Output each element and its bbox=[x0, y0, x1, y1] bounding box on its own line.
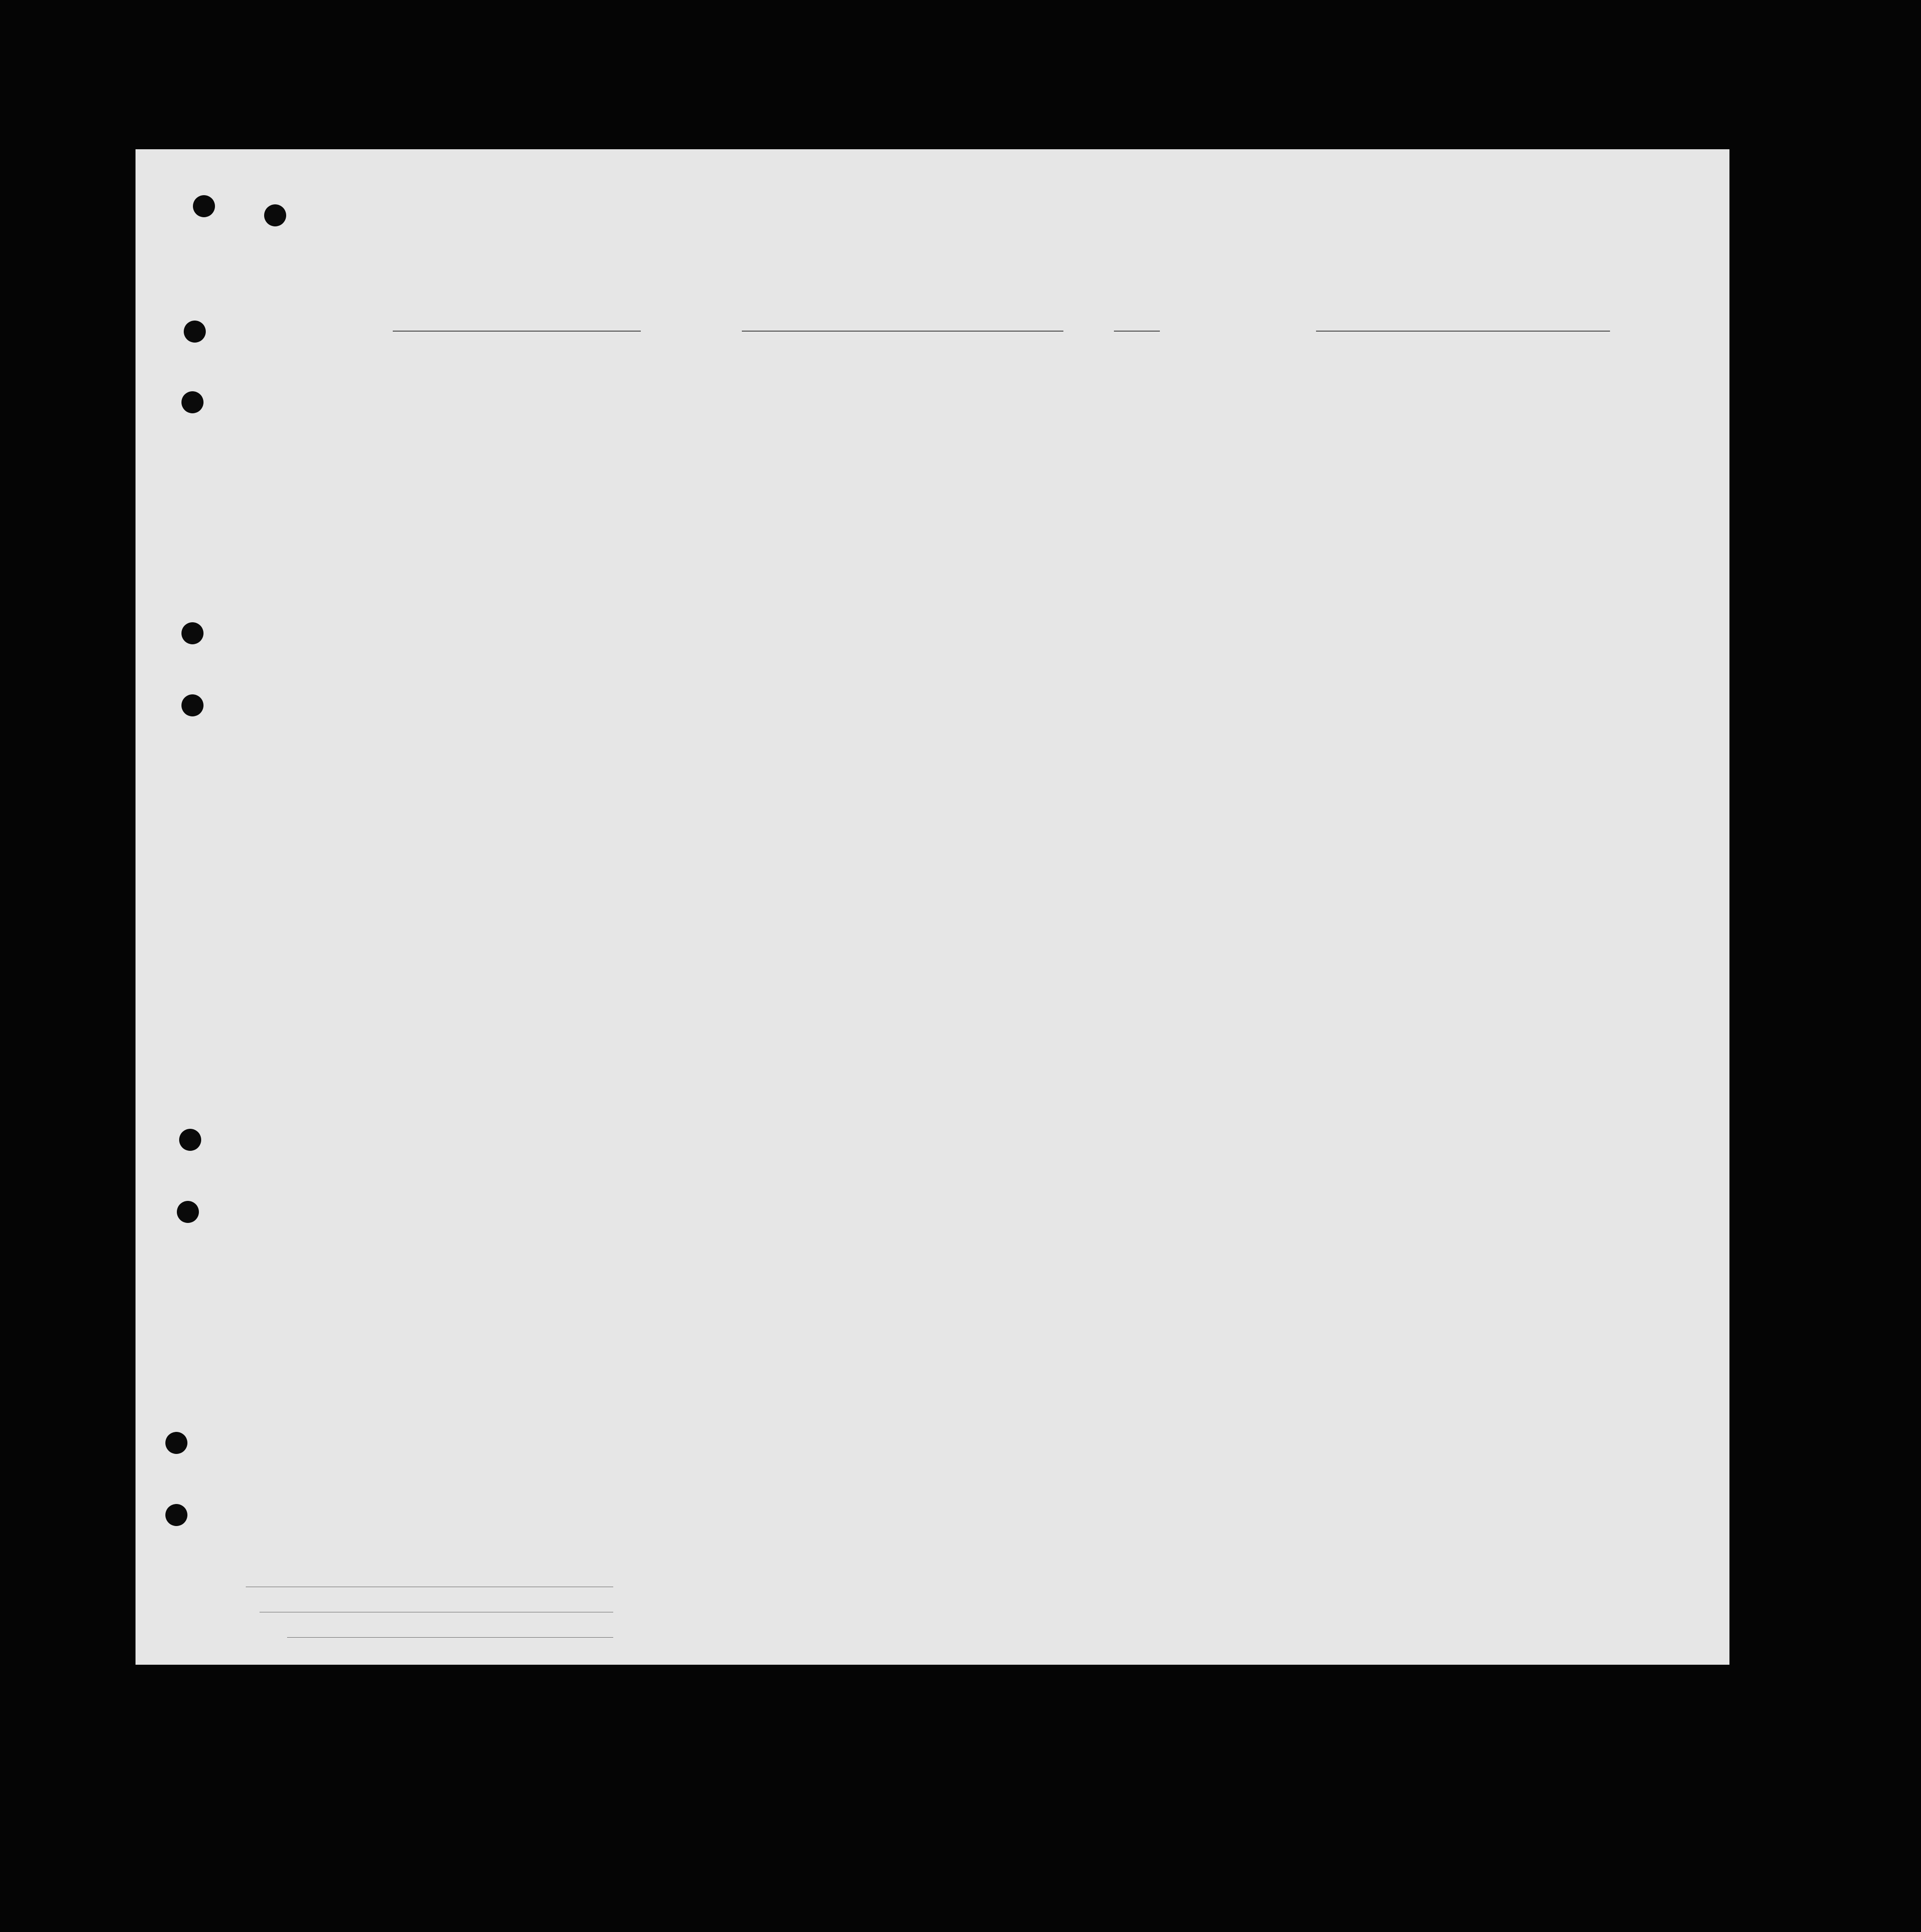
punch-hole bbox=[184, 321, 206, 343]
punch-hole bbox=[179, 1129, 201, 1151]
punch-hole bbox=[264, 204, 286, 226]
punch-hole bbox=[177, 1201, 199, 1223]
punch-hole bbox=[181, 694, 203, 716]
punch-hole bbox=[181, 622, 203, 644]
table-grid bbox=[136, 149, 1729, 1665]
manifest-sheet bbox=[136, 149, 1729, 1665]
punch-hole bbox=[165, 1504, 187, 1526]
punch-hole bbox=[193, 195, 215, 217]
punch-hole bbox=[165, 1432, 187, 1454]
punch-hole bbox=[181, 391, 203, 413]
